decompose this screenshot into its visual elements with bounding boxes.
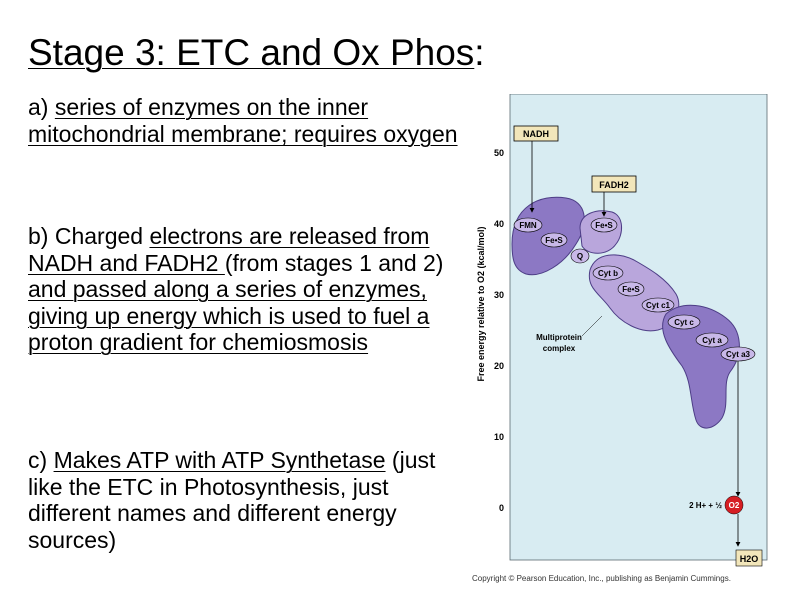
o2-label: O2 <box>728 501 740 510</box>
point-b-text-1: electrons are released from NADH and FADH2 <box>28 223 430 276</box>
point-b-mid: (from stages 1 and 2) <box>224 249 444 276</box>
carrier-cyt-b <box>593 266 623 280</box>
point-c-text: Makes ATP with ATP Synthetase <box>53 447 386 473</box>
y-tick-0: 0 <box>498 503 504 513</box>
carrier-fmn <box>514 218 542 232</box>
carrier-q-label: Q <box>576 252 584 261</box>
carrier-cyt-b-label: Cyt b <box>598 269 618 278</box>
point-b-prefix: b) Charged <box>28 223 150 249</box>
carrier-fes-2 <box>591 218 617 232</box>
point-a-prefix: a) <box>28 94 55 120</box>
point-b-text-2: and passed along a series of enzymes, giving up energy which is used to fuel a proton gradient for chemiosmosis <box>28 276 430 355</box>
carrier-fes-1 <box>541 233 567 247</box>
carrier-fes-2-label: Fe•S <box>595 221 613 230</box>
carrier-cyt-a3 <box>721 347 755 361</box>
carrier-cyt-c-label: Cyt c <box>674 318 694 327</box>
carrier-cyt-a3-label: Cyt a3 <box>725 350 751 359</box>
y-tick-20: 20 <box>493 361 504 371</box>
slide-title <box>28 32 485 74</box>
nadh-label: NADH <box>523 129 549 139</box>
point-c <box>28 447 468 553</box>
oxygen-equation: 2 H+ + ½ <box>689 501 722 510</box>
fadh2-label: FADH2 <box>599 180 629 190</box>
y-tick-50: 50 <box>493 148 504 158</box>
y-axis-label: Free energy relative to O2 (kcal/mol) <box>476 226 486 382</box>
complex-label-line1: Multiprotein <box>536 333 582 342</box>
point-a <box>28 94 468 147</box>
point-c-rest: (just like the ETC in Photosynthesis, just different names and different energy sources) <box>28 447 436 553</box>
carrier-cyt-c1-label: Cyt c1 <box>645 301 671 310</box>
carrier-fes-3-label: Fe•S <box>622 285 640 294</box>
copyright-note: Copyright © Pearson Education, Inc., publishing as Benjamin Cummings. <box>472 574 731 583</box>
carrier-fes-1-label: Fe•S <box>545 236 563 245</box>
h2o-label: H2O <box>739 554 759 564</box>
carrier-cyt-c <box>668 315 700 329</box>
point-b <box>28 223 468 356</box>
carrier-fmn-label: FMN <box>519 221 537 230</box>
carrier-fes-3 <box>618 282 644 296</box>
y-tick-40: 40 <box>493 219 504 229</box>
carrier-cyt-a <box>696 333 728 347</box>
point-a-text: series of enzymes on the inner mitochondrial membrane; requires oxygen <box>28 94 458 147</box>
etc-diagram <box>470 94 770 594</box>
title-colon: : <box>474 32 485 73</box>
carrier-q <box>571 249 589 263</box>
carrier-cyt-c1 <box>642 298 674 312</box>
carrier-cyt-a-label: Cyt a <box>702 336 722 345</box>
y-tick-30: 30 <box>493 290 504 300</box>
title-text: Stage 3: ETC and Ox Phos <box>28 32 475 73</box>
y-tick-10: 10 <box>493 432 504 442</box>
complex-label-line2: complex <box>542 344 576 353</box>
point-c-prefix: c) <box>28 447 54 473</box>
